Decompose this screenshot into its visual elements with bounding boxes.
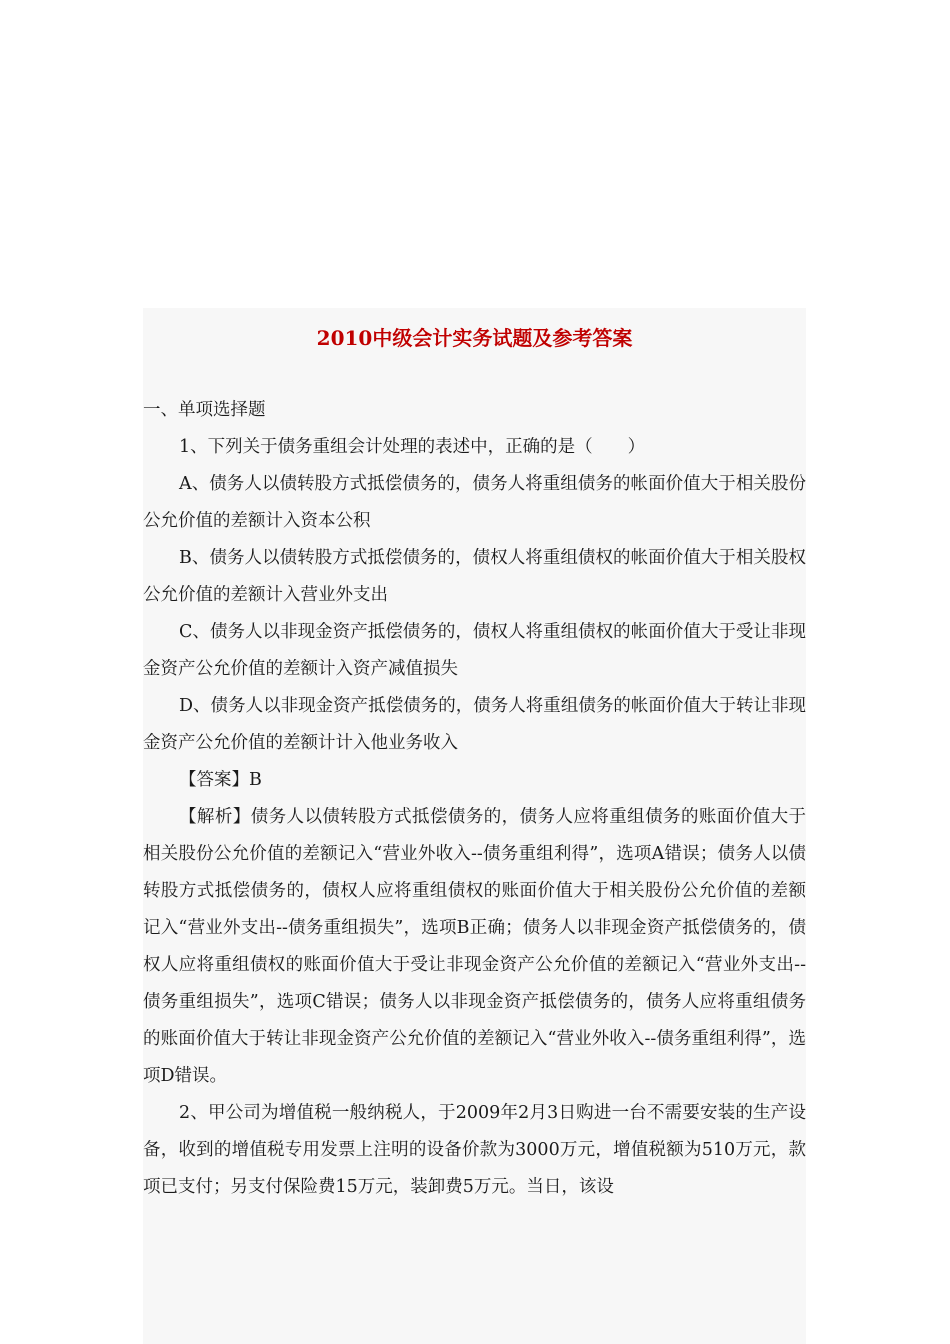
question-2-stem: 2、甲公司为增值税一般纳税人，于2009年2月3日购进一台不需要安装的生产设备，收到的增值税专用发票上注明的设备价款为3000万元，增值税额为510万元，款项已支付；另支付保险费15万元，装卸费5万元。当日，该设 — [143, 1103, 806, 1197]
document-panel — [143, 308, 806, 1344]
question-1-explanation: 【解析】债务人以债转股方式抵偿债务的，债务人应将重组债务的账面价值大于相关股份公允价值的差额记入“营业外收入--债务重组利得”，选项A错误；债务人以债转股方式抵偿债务的，债权人应将重组债权的账面价值大于相关股份公允价值的差额记入“营业外支出--债务重组损失”，选项B正确；债务人以非现金资产抵偿债务的，债权人应将重组债权的账面价值大于受让非现金资产公允价值的差额记入“营业外支出--债务重组损失”，选项C错误；债务人以非现金资产抵偿债务的，债务人应将重组债务的账面价值大于转让非现金资产公允价值的差额记入“营业外收入--债务重组利得”，选项D错误。 — [143, 807, 806, 1086]
question-1-option-b: B、债务人以债转股方式抵偿债务的，债权人将重组债权的帐面价值大于相关股权公允价值的差额计入营业外支出 — [143, 548, 806, 605]
question-1-option-d: D、债务人以非现金资产抵偿债务的，债务人将重组债务的帐面价值大于转让非现金资产公允价值的差额计计入他业务收入 — [143, 696, 806, 753]
question-1-option-a: A、债务人以债转股方式抵偿债务的，债务人将重组债务的帐面价值大于相关股份公允价值的差额计入资本公积 — [143, 474, 806, 531]
question-1-answer: 【答案】B — [179, 770, 262, 790]
question-1-option-c: C、债务人以非现金资产抵偿债务的，债权人将重组债权的帐面价值大于受让非现金资产公允价值的差额计入资产减值损失 — [143, 622, 806, 679]
section-heading: 一、单项选择题 — [143, 400, 266, 420]
question-1-stem: 1、下列关于债务重组会计处理的表述中，正确的是（ ） — [179, 437, 646, 457]
document-body — [143, 392, 806, 1206]
document-title: 2010中级会计实务试题及参考答案 — [316, 326, 633, 350]
